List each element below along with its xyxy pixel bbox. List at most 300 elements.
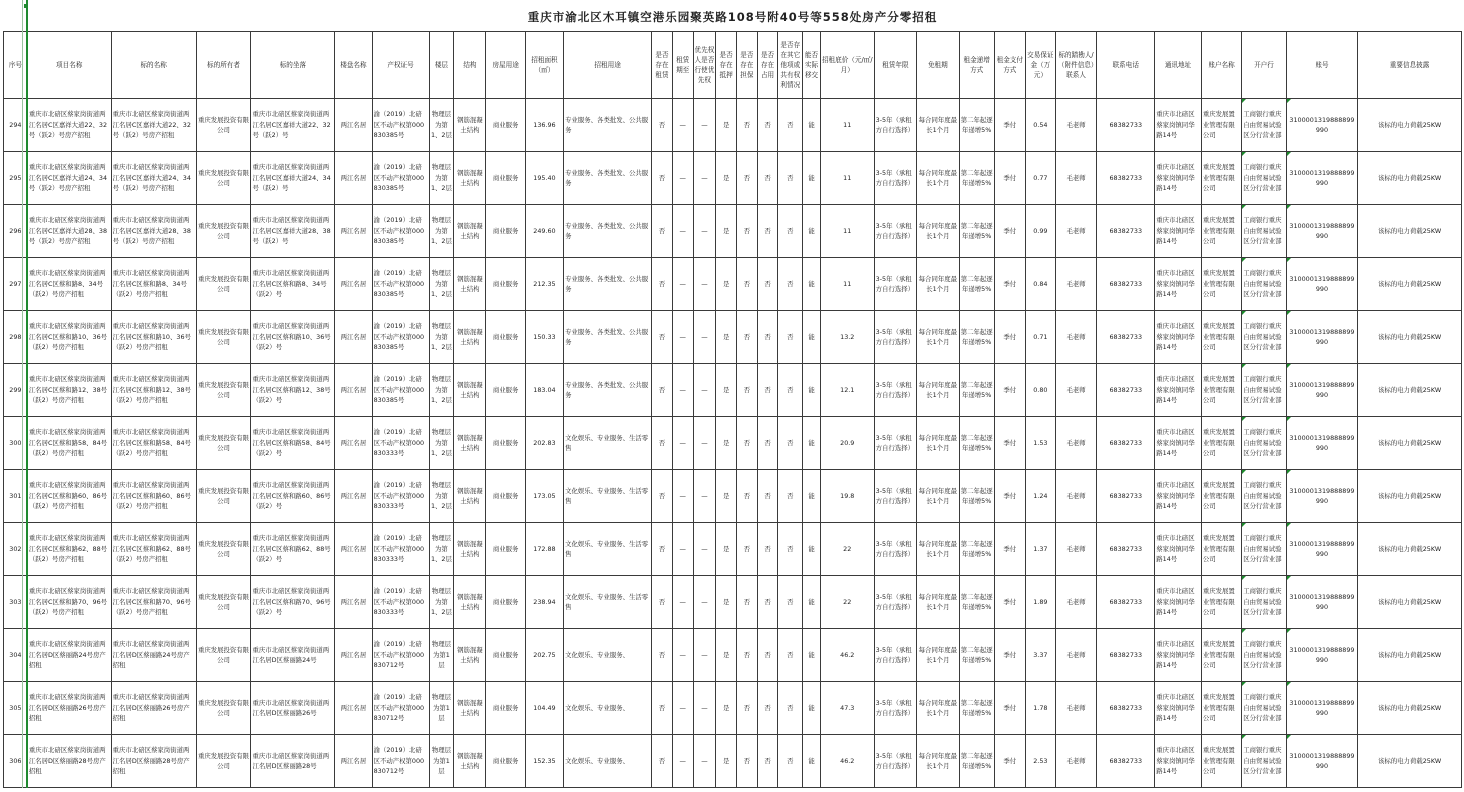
cell-guarantee[interactable]: 否	[736, 629, 757, 682]
cell-guarantee[interactable]: 否	[736, 205, 757, 258]
cell-deposit[interactable]: 2.53	[1025, 735, 1055, 788]
cell-mortgage[interactable]: 是	[716, 364, 737, 417]
cell-bank[interactable]: 工商银行重庆自由贸易试验区分行营业部	[1242, 523, 1287, 576]
cell-guarantee[interactable]: 否	[736, 364, 757, 417]
cell-lease-to[interactable]: —	[672, 576, 693, 629]
cell-other[interactable]: 否	[778, 682, 803, 735]
cell-cert[interactable]: 渝（2019）北碚区不动产权第000830712号	[372, 682, 429, 735]
cell-address[interactable]: 重庆市北碚区蔡家岗镇同华路14号	[1155, 576, 1202, 629]
cell-account-name[interactable]: 重庆发展置业管理有限公司	[1201, 682, 1241, 735]
cell-address[interactable]: 重庆市北碚区蔡家岗镇同华路14号	[1155, 523, 1202, 576]
column-header-account-name[interactable]: 账户名称	[1201, 32, 1241, 99]
cell-account[interactable]: 3100001319888899990	[1286, 470, 1357, 523]
cell-occupied[interactable]: 否	[757, 205, 778, 258]
cell-estate[interactable]: 两江名居	[335, 311, 372, 364]
cell-structure[interactable]: 钢筋混凝土结构	[454, 629, 486, 682]
cell-increase[interactable]: 第二年起逐年递增5%	[959, 364, 994, 417]
cell-area[interactable]: 172.88	[525, 523, 563, 576]
cell-price[interactable]: 13.2	[820, 311, 874, 364]
cell-years[interactable]: 3-5年（承租方自行选择）	[874, 152, 916, 205]
cell-lease[interactable]: 否	[652, 417, 673, 470]
cell-address[interactable]: 重庆市北碚区蔡家岗镇同华路14号	[1155, 629, 1202, 682]
cell-disclosure[interactable]: 该标的电力荷载25KW	[1358, 364, 1462, 417]
cell-disclosure[interactable]: 该标的电力荷载25KW	[1358, 470, 1462, 523]
cell-free[interactable]: 每合同年度最长1个月	[917, 311, 959, 364]
cell-disclosure[interactable]: 该标的电力荷载25KW	[1358, 523, 1462, 576]
cell-increase[interactable]: 第二年起逐年递增5%	[959, 311, 994, 364]
cell-name[interactable]: 重庆市北碚区蔡家岗街道两江名居C区蔡和路12、38号（跃2）号房产招租	[111, 364, 196, 417]
cell-years[interactable]: 3-5年（承租方自行选择）	[874, 682, 916, 735]
cell-structure[interactable]: 钢筋混凝土结构	[454, 682, 486, 735]
cell-account[interactable]: 3100001319888899990	[1286, 576, 1357, 629]
cell-phone[interactable]: 68382733	[1097, 523, 1155, 576]
column-header-transfer[interactable]: 能否实际移交	[803, 32, 821, 99]
cell-occupied[interactable]: 否	[757, 576, 778, 629]
cell-project[interactable]: 重庆市北碚区蔡家岗街道两江名居C区蔡和路62、88号（跃2）号房产招租	[27, 523, 111, 576]
cell-owner[interactable]: 重庆发展投资有限公司	[196, 99, 251, 152]
cell-account[interactable]: 3100001319888899990	[1286, 258, 1357, 311]
cell-location[interactable]: 重庆市北碚区蔡家岗街道两江名居C区嘉祥大道24、34号（跃2）号	[251, 152, 335, 205]
cell-project[interactable]: 重庆市北碚区蔡家岗街道两江名居C区蔡和路8、34号（跃2）号房产招租	[27, 258, 111, 311]
cell-account-name[interactable]: 重庆发展置业管理有限公司	[1201, 417, 1241, 470]
cell-price[interactable]: 22	[820, 576, 874, 629]
cell-structure[interactable]: 钢筋混凝土结构	[454, 152, 486, 205]
cell-guarantee[interactable]: 否	[736, 99, 757, 152]
cell-other[interactable]: 否	[778, 523, 803, 576]
column-header-name[interactable]: 标的名称	[111, 32, 196, 99]
cell-project[interactable]: 重庆市北碚区蔡家岗街道两江名居C区蔡和路60、86号（跃2）号房产招租	[27, 470, 111, 523]
cell-increase[interactable]: 第二年起逐年递增5%	[959, 682, 994, 735]
cell-use[interactable]: 商业服务	[486, 682, 525, 735]
cell-free[interactable]: 每合同年度最长1个月	[917, 417, 959, 470]
cell-other[interactable]: 否	[778, 417, 803, 470]
cell-other[interactable]: 否	[778, 470, 803, 523]
cell-floor[interactable]: 物理层为第1、2层	[429, 205, 454, 258]
cell-phone[interactable]: 68382733	[1097, 417, 1155, 470]
cell-guarantee[interactable]: 否	[736, 523, 757, 576]
cell-estate[interactable]: 两江名居	[335, 417, 372, 470]
cell-floor[interactable]: 物理层为第1、2层	[429, 470, 454, 523]
cell-location[interactable]: 重庆市北碚区蔡家岗街道两江名居D区蔡丽路26号	[251, 682, 335, 735]
cell-account[interactable]: 3100001319888899990	[1286, 629, 1357, 682]
cell-payment[interactable]: 季付	[994, 576, 1025, 629]
cell-deposit[interactable]: 0.71	[1025, 311, 1055, 364]
cell-contact[interactable]: 毛老师	[1055, 364, 1096, 417]
cell-lease-to[interactable]: —	[672, 470, 693, 523]
cell-area[interactable]: 249.60	[525, 205, 563, 258]
cell-increase[interactable]: 第二年起逐年递增5%	[959, 629, 994, 682]
cell-owner[interactable]: 重庆发展投资有限公司	[196, 364, 251, 417]
cell-account[interactable]: 3100001319888899990	[1286, 682, 1357, 735]
cell-transfer[interactable]: 能	[803, 417, 821, 470]
cell-other[interactable]: 否	[778, 258, 803, 311]
cell-price[interactable]: 11	[820, 205, 874, 258]
cell-occupied[interactable]: 否	[757, 152, 778, 205]
cell-purpose[interactable]: 文化娱乐、专业服务、生活零售	[564, 576, 652, 629]
cell-priority[interactable]: —	[693, 523, 716, 576]
cell-guarantee[interactable]: 否	[736, 417, 757, 470]
cell-occupied[interactable]: 否	[757, 470, 778, 523]
cell-address[interactable]: 重庆市北碚区蔡家岗镇同华路14号	[1155, 417, 1202, 470]
cell-purpose[interactable]: 文化娱乐、专业服务、	[564, 629, 652, 682]
cell-increase[interactable]: 第二年起逐年递增5%	[959, 99, 994, 152]
cell-mortgage[interactable]: 是	[716, 682, 737, 735]
cell-no[interactable]: 295	[4, 152, 28, 205]
cell-transfer[interactable]: 能	[803, 205, 821, 258]
cell-deposit[interactable]: 0.80	[1025, 364, 1055, 417]
cell-priority[interactable]: —	[693, 205, 716, 258]
cell-lease[interactable]: 否	[652, 258, 673, 311]
cell-disclosure[interactable]: 该标的电力荷载25KW	[1358, 629, 1462, 682]
cell-deposit[interactable]: 1.24	[1025, 470, 1055, 523]
cell-area[interactable]: 183.04	[525, 364, 563, 417]
cell-priority[interactable]: —	[693, 417, 716, 470]
cell-project[interactable]: 重庆市北碚区蔡家岗街道两江名居D区蔡丽路26号房产招租	[27, 682, 111, 735]
cell-purpose[interactable]: 文化娱乐、专业服务、生活零售	[564, 417, 652, 470]
cell-phone[interactable]: 68382733	[1097, 99, 1155, 152]
cell-account[interactable]: 3100001319888899990	[1286, 152, 1357, 205]
cell-phone[interactable]: 68382733	[1097, 258, 1155, 311]
cell-payment[interactable]: 季付	[994, 311, 1025, 364]
cell-name[interactable]: 重庆市北碚区蔡家岗街道两江名居C区蔡和路62、88号（跃2）号房产招租	[111, 523, 196, 576]
cell-phone[interactable]: 68382733	[1097, 152, 1155, 205]
column-header-owner[interactable]: 标的所有者	[196, 32, 251, 99]
cell-location[interactable]: 重庆市北碚区蔡家岗街道两江名居C区蔡和路8、34号（跃2）号	[251, 258, 335, 311]
cell-lease[interactable]: 否	[652, 205, 673, 258]
column-header-no[interactable]: 序号	[4, 32, 28, 99]
cell-owner[interactable]: 重庆发展投资有限公司	[196, 470, 251, 523]
cell-project[interactable]: 重庆市北碚区蔡家岗街道两江名居C区嘉祥大道22、32号（跃2）号房产招租	[27, 99, 111, 152]
cell-increase[interactable]: 第二年起逐年递增5%	[959, 470, 994, 523]
cell-account-name[interactable]: 重庆发展置业管理有限公司	[1201, 364, 1241, 417]
cell-disclosure[interactable]: 该标的电力荷载25KW	[1358, 311, 1462, 364]
cell-disclosure[interactable]: 该标的电力荷载25KW	[1358, 576, 1462, 629]
cell-guarantee[interactable]: 否	[736, 152, 757, 205]
cell-owner[interactable]: 重庆发展投资有限公司	[196, 682, 251, 735]
cell-disclosure[interactable]: 该标的电力荷载25KW	[1358, 152, 1462, 205]
cell-account-name[interactable]: 重庆发展置业管理有限公司	[1201, 576, 1241, 629]
cell-no[interactable]: 301	[4, 470, 28, 523]
cell-cert[interactable]: 渝（2019）北碚区不动产权第000830333号	[372, 470, 429, 523]
cell-mortgage[interactable]: 是	[716, 523, 737, 576]
cell-free[interactable]: 每合同年度最长1个月	[917, 523, 959, 576]
column-header-payment[interactable]: 租金支付方式	[994, 32, 1025, 99]
cell-location[interactable]: 重庆市北碚区蔡家岗街道两江名居C区蔡和路62、88号（跃2）号	[251, 523, 335, 576]
cell-disclosure[interactable]: 该标的电力荷载25KW	[1358, 735, 1462, 788]
cell-contact[interactable]: 毛老师	[1055, 152, 1096, 205]
cell-guarantee[interactable]: 否	[736, 470, 757, 523]
cell-contact[interactable]: 毛老师	[1055, 205, 1096, 258]
cell-account-name[interactable]: 重庆发展置业管理有限公司	[1201, 523, 1241, 576]
cell-payment[interactable]: 季付	[994, 417, 1025, 470]
column-header-contact[interactable]: 标的踏勘人/（附件信息）联系人	[1055, 32, 1096, 99]
cell-use[interactable]: 商业服务	[486, 258, 525, 311]
cell-price[interactable]: 22	[820, 523, 874, 576]
cell-use[interactable]: 商业服务	[486, 152, 525, 205]
cell-owner[interactable]: 重庆发展投资有限公司	[196, 629, 251, 682]
cell-purpose[interactable]: 专业服务、各类批发、公共服务	[564, 364, 652, 417]
cell-contact[interactable]: 毛老师	[1055, 99, 1096, 152]
cell-account[interactable]: 3100001319888899990	[1286, 99, 1357, 152]
cell-guarantee[interactable]: 否	[736, 576, 757, 629]
cell-priority[interactable]: —	[693, 576, 716, 629]
cell-estate[interactable]: 两江名居	[335, 523, 372, 576]
cell-project[interactable]: 重庆市北碚区蔡家岗街道两江名居C区蔡和路70、96号（跃2）号房产招租	[27, 576, 111, 629]
cell-floor[interactable]: 物理层为第1、2层	[429, 152, 454, 205]
cell-priority[interactable]: —	[693, 470, 716, 523]
column-header-mortgage[interactable]: 是否存在抵押	[716, 32, 737, 99]
cell-phone[interactable]: 68382733	[1097, 682, 1155, 735]
column-header-cert[interactable]: 产权证号	[372, 32, 429, 99]
cell-use[interactable]: 商业服务	[486, 311, 525, 364]
cell-account-name[interactable]: 重庆发展置业管理有限公司	[1201, 735, 1241, 788]
cell-floor[interactable]: 物理层为第1层	[429, 735, 454, 788]
cell-other[interactable]: 否	[778, 364, 803, 417]
cell-floor[interactable]: 物理层为第1、2层	[429, 364, 454, 417]
cell-phone[interactable]: 68382733	[1097, 311, 1155, 364]
cell-owner[interactable]: 重庆发展投资有限公司	[196, 735, 251, 788]
cell-payment[interactable]: 季付	[994, 205, 1025, 258]
cell-occupied[interactable]: 否	[757, 735, 778, 788]
column-header-free[interactable]: 免租期	[917, 32, 959, 99]
cell-floor[interactable]: 物理层为第1、2层	[429, 99, 454, 152]
cell-increase[interactable]: 第二年起逐年递增5%	[959, 576, 994, 629]
cell-mortgage[interactable]: 是	[716, 629, 737, 682]
cell-project[interactable]: 重庆市北碚区蔡家岗街道两江名居C区嘉祥大道24、34号（跃2）号房产招租	[27, 152, 111, 205]
cell-occupied[interactable]: 否	[757, 523, 778, 576]
cell-guarantee[interactable]: 否	[736, 735, 757, 788]
cell-name[interactable]: 重庆市北碚区蔡家岗街道两江名居C区蔡和路58、84号（跃2）号房产招租	[111, 417, 196, 470]
cell-other[interactable]: 否	[778, 311, 803, 364]
cell-contact[interactable]: 毛老师	[1055, 523, 1096, 576]
cell-mortgage[interactable]: 是	[716, 417, 737, 470]
cell-floor[interactable]: 物理层为第1、2层	[429, 311, 454, 364]
cell-bank[interactable]: 工商银行重庆自由贸易试验区分行营业部	[1242, 735, 1287, 788]
cell-occupied[interactable]: 否	[757, 311, 778, 364]
cell-use[interactable]: 商业服务	[486, 364, 525, 417]
cell-priority[interactable]: —	[693, 311, 716, 364]
cell-transfer[interactable]: 能	[803, 682, 821, 735]
cell-no[interactable]: 305	[4, 682, 28, 735]
cell-disclosure[interactable]: 该标的电力荷载25KW	[1358, 258, 1462, 311]
cell-disclosure[interactable]: 该标的电力荷载25KW	[1358, 417, 1462, 470]
cell-mortgage[interactable]: 是	[716, 99, 737, 152]
cell-years[interactable]: 3-5年（承租方自行选择）	[874, 205, 916, 258]
column-header-project[interactable]: 项目名称	[27, 32, 111, 99]
cell-address[interactable]: 重庆市北碚区蔡家岗镇同华路14号	[1155, 682, 1202, 735]
cell-structure[interactable]: 钢筋混凝土结构	[454, 311, 486, 364]
cell-owner[interactable]: 重庆发展投资有限公司	[196, 417, 251, 470]
cell-no[interactable]: 299	[4, 364, 28, 417]
cell-area[interactable]: 104.49	[525, 682, 563, 735]
cell-cert[interactable]: 渝（2019）北碚区不动产权第000830385号	[372, 364, 429, 417]
cell-deposit[interactable]: 1.53	[1025, 417, 1055, 470]
cell-occupied[interactable]: 否	[757, 682, 778, 735]
cell-price[interactable]: 11	[820, 152, 874, 205]
cell-transfer[interactable]: 能	[803, 99, 821, 152]
column-header-account[interactable]: 账号	[1286, 32, 1357, 99]
cell-purpose[interactable]: 文化娱乐、专业服务、生活零售	[564, 523, 652, 576]
cell-estate[interactable]: 两江名居	[335, 682, 372, 735]
column-header-purpose[interactable]: 招租用途	[564, 32, 652, 99]
cell-transfer[interactable]: 能	[803, 258, 821, 311]
cell-years[interactable]: 3-5年（承租方自行选择）	[874, 417, 916, 470]
cell-free[interactable]: 每合同年度最长1个月	[917, 682, 959, 735]
cell-disclosure[interactable]: 该标的电力荷载25KW	[1358, 682, 1462, 735]
cell-account-name[interactable]: 重庆发展置业管理有限公司	[1201, 152, 1241, 205]
cell-address[interactable]: 重庆市北碚区蔡家岗镇同华路14号	[1155, 152, 1202, 205]
cell-no[interactable]: 296	[4, 205, 28, 258]
cell-lease[interactable]: 否	[652, 682, 673, 735]
cell-transfer[interactable]: 能	[803, 364, 821, 417]
cell-disclosure[interactable]: 该标的电力荷载25KW	[1358, 205, 1462, 258]
cell-phone[interactable]: 68382733	[1097, 576, 1155, 629]
cell-increase[interactable]: 第二年起逐年递增5%	[959, 205, 994, 258]
cell-structure[interactable]: 钢筋混凝土结构	[454, 205, 486, 258]
cell-lease-to[interactable]: —	[672, 311, 693, 364]
cell-estate[interactable]: 两江名居	[335, 576, 372, 629]
selection-handle[interactable]	[24, 4, 28, 8]
cell-location[interactable]: 重庆市北碚区蔡家岗街道两江名居C区嘉祥大道28、38号（跃2）号	[251, 205, 335, 258]
cell-deposit[interactable]: 3.37	[1025, 629, 1055, 682]
cell-payment[interactable]: 季付	[994, 682, 1025, 735]
cell-mortgage[interactable]: 是	[716, 258, 737, 311]
cell-use[interactable]: 商业服务	[486, 99, 525, 152]
cell-floor[interactable]: 物理层为第1、2层	[429, 258, 454, 311]
cell-location[interactable]: 重庆市北碚区蔡家岗街道两江名居C区蔡和路58、84号（跃2）号	[251, 417, 335, 470]
cell-cert[interactable]: 渝（2019）北碚区不动产权第000830333号	[372, 576, 429, 629]
cell-free[interactable]: 每合同年度最长1个月	[917, 470, 959, 523]
cell-floor[interactable]: 物理层为第1层	[429, 682, 454, 735]
cell-lease[interactable]: 否	[652, 735, 673, 788]
cell-price[interactable]: 46.2	[820, 735, 874, 788]
cell-price[interactable]: 46.2	[820, 629, 874, 682]
cell-mortgage[interactable]: 是	[716, 311, 737, 364]
cell-area[interactable]: 202.75	[525, 629, 563, 682]
cell-lease-to[interactable]: —	[672, 629, 693, 682]
cell-lease-to[interactable]: —	[672, 152, 693, 205]
cell-transfer[interactable]: 能	[803, 470, 821, 523]
cell-address[interactable]: 重庆市北碚区蔡家岗镇同华路14号	[1155, 470, 1202, 523]
cell-mortgage[interactable]: 是	[716, 470, 737, 523]
cell-free[interactable]: 每合同年度最长1个月	[917, 576, 959, 629]
cell-other[interactable]: 否	[778, 99, 803, 152]
cell-bank[interactable]: 工商银行重庆自由贸易试验区分行营业部	[1242, 152, 1287, 205]
column-header-increase[interactable]: 租金递增方式	[959, 32, 994, 99]
cell-use[interactable]: 商业服务	[486, 470, 525, 523]
column-header-years[interactable]: 租赁年限	[874, 32, 916, 99]
cell-increase[interactable]: 第二年起逐年递增5%	[959, 417, 994, 470]
cell-owner[interactable]: 重庆发展投资有限公司	[196, 152, 251, 205]
column-header-structure[interactable]: 结构	[454, 32, 486, 99]
cell-structure[interactable]: 钢筋混凝土结构	[454, 735, 486, 788]
column-header-deposit[interactable]: 交易保证金（万元）	[1025, 32, 1055, 99]
cell-estate[interactable]: 两江名居	[335, 735, 372, 788]
cell-use[interactable]: 商业服务	[486, 735, 525, 788]
cell-phone[interactable]: 68382733	[1097, 470, 1155, 523]
cell-name[interactable]: 重庆市北碚区蔡家岗街道两江名居D区蔡丽路24号房产招租	[111, 629, 196, 682]
cell-no[interactable]: 306	[4, 735, 28, 788]
cell-priority[interactable]: —	[693, 258, 716, 311]
cell-lease-to[interactable]: —	[672, 364, 693, 417]
cell-address[interactable]: 重庆市北碚区蔡家岗镇同华路14号	[1155, 258, 1202, 311]
cell-address[interactable]: 重庆市北碚区蔡家岗镇同华路14号	[1155, 735, 1202, 788]
cell-no[interactable]: 302	[4, 523, 28, 576]
column-header-lease[interactable]: 是否存在租赁	[652, 32, 673, 99]
cell-transfer[interactable]: 能	[803, 629, 821, 682]
cell-name[interactable]: 重庆市北碚区蔡家岗街道两江名居C区嘉祥大道28、38号（跃2）号房产招租	[111, 205, 196, 258]
cell-contact[interactable]: 毛老师	[1055, 682, 1096, 735]
cell-account-name[interactable]: 重庆发展置业管理有限公司	[1201, 311, 1241, 364]
column-header-phone[interactable]: 联系电话	[1097, 32, 1155, 99]
cell-area[interactable]: 212.35	[525, 258, 563, 311]
cell-contact[interactable]: 毛老师	[1055, 311, 1096, 364]
cell-phone[interactable]: 68382733	[1097, 629, 1155, 682]
cell-payment[interactable]: 季付	[994, 629, 1025, 682]
cell-transfer[interactable]: 能	[803, 152, 821, 205]
cell-estate[interactable]: 两江名居	[335, 258, 372, 311]
cell-bank[interactable]: 工商银行重庆自由贸易试验区分行营业部	[1242, 629, 1287, 682]
cell-account[interactable]: 3100001319888899990	[1286, 523, 1357, 576]
cell-bank[interactable]: 工商银行重庆自由贸易试验区分行营业部	[1242, 205, 1287, 258]
cell-lease[interactable]: 否	[652, 152, 673, 205]
cell-price[interactable]: 11	[820, 99, 874, 152]
cell-deposit[interactable]: 1.78	[1025, 682, 1055, 735]
cell-price[interactable]: 47.3	[820, 682, 874, 735]
cell-area[interactable]: 195.40	[525, 152, 563, 205]
cell-lease-to[interactable]: —	[672, 735, 693, 788]
cell-use[interactable]: 商业服务	[486, 576, 525, 629]
column-header-price[interactable]: 招租底价（元/㎡/月）	[820, 32, 874, 99]
cell-no[interactable]: 304	[4, 629, 28, 682]
cell-address[interactable]: 重庆市北碚区蔡家岗镇同华路14号	[1155, 364, 1202, 417]
cell-purpose[interactable]: 专业服务、各类批发、公共服务	[564, 99, 652, 152]
cell-floor[interactable]: 物理层为第1、2层	[429, 417, 454, 470]
cell-phone[interactable]: 68382733	[1097, 735, 1155, 788]
cell-years[interactable]: 3-5年（承租方自行选择）	[874, 576, 916, 629]
column-header-use[interactable]: 房屋用途	[486, 32, 525, 99]
cell-free[interactable]: 每合同年度最长1个月	[917, 258, 959, 311]
cell-free[interactable]: 每合同年度最长1个月	[917, 364, 959, 417]
cell-owner[interactable]: 重庆发展投资有限公司	[196, 576, 251, 629]
cell-increase[interactable]: 第二年起逐年递增5%	[959, 523, 994, 576]
cell-cert[interactable]: 渝（2019）北碚区不动产权第000830385号	[372, 99, 429, 152]
cell-deposit[interactable]: 0.99	[1025, 205, 1055, 258]
column-header-priority[interactable]: 优先权人是否行使优先权	[693, 32, 716, 99]
cell-area[interactable]: 202.83	[525, 417, 563, 470]
cell-lease[interactable]: 否	[652, 523, 673, 576]
column-header-area[interactable]: 招租面积（㎡）	[525, 32, 563, 99]
cell-owner[interactable]: 重庆发展投资有限公司	[196, 311, 251, 364]
cell-estate[interactable]: 两江名居	[335, 364, 372, 417]
cell-lease-to[interactable]: —	[672, 258, 693, 311]
cell-cert[interactable]: 渝（2019）北碚区不动产权第000830712号	[372, 629, 429, 682]
cell-bank[interactable]: 工商银行重庆自由贸易试验区分行营业部	[1242, 364, 1287, 417]
cell-cert[interactable]: 渝（2019）北碚区不动产权第000830385号	[372, 152, 429, 205]
cell-location[interactable]: 重庆市北碚区蔡家岗街道两江名居D区蔡丽路28号	[251, 735, 335, 788]
cell-guarantee[interactable]: 否	[736, 311, 757, 364]
cell-bank[interactable]: 工商银行重庆自由贸易试验区分行营业部	[1242, 417, 1287, 470]
cell-account[interactable]: 3100001319888899990	[1286, 205, 1357, 258]
cell-account-name[interactable]: 重庆发展置业管理有限公司	[1201, 205, 1241, 258]
cell-account[interactable]: 3100001319888899990	[1286, 735, 1357, 788]
cell-payment[interactable]: 季付	[994, 470, 1025, 523]
cell-mortgage[interactable]: 是	[716, 576, 737, 629]
cell-structure[interactable]: 钢筋混凝土结构	[454, 417, 486, 470]
cell-structure[interactable]: 钢筋混凝土结构	[454, 470, 486, 523]
cell-account[interactable]: 3100001319888899990	[1286, 364, 1357, 417]
cell-payment[interactable]: 季付	[994, 152, 1025, 205]
